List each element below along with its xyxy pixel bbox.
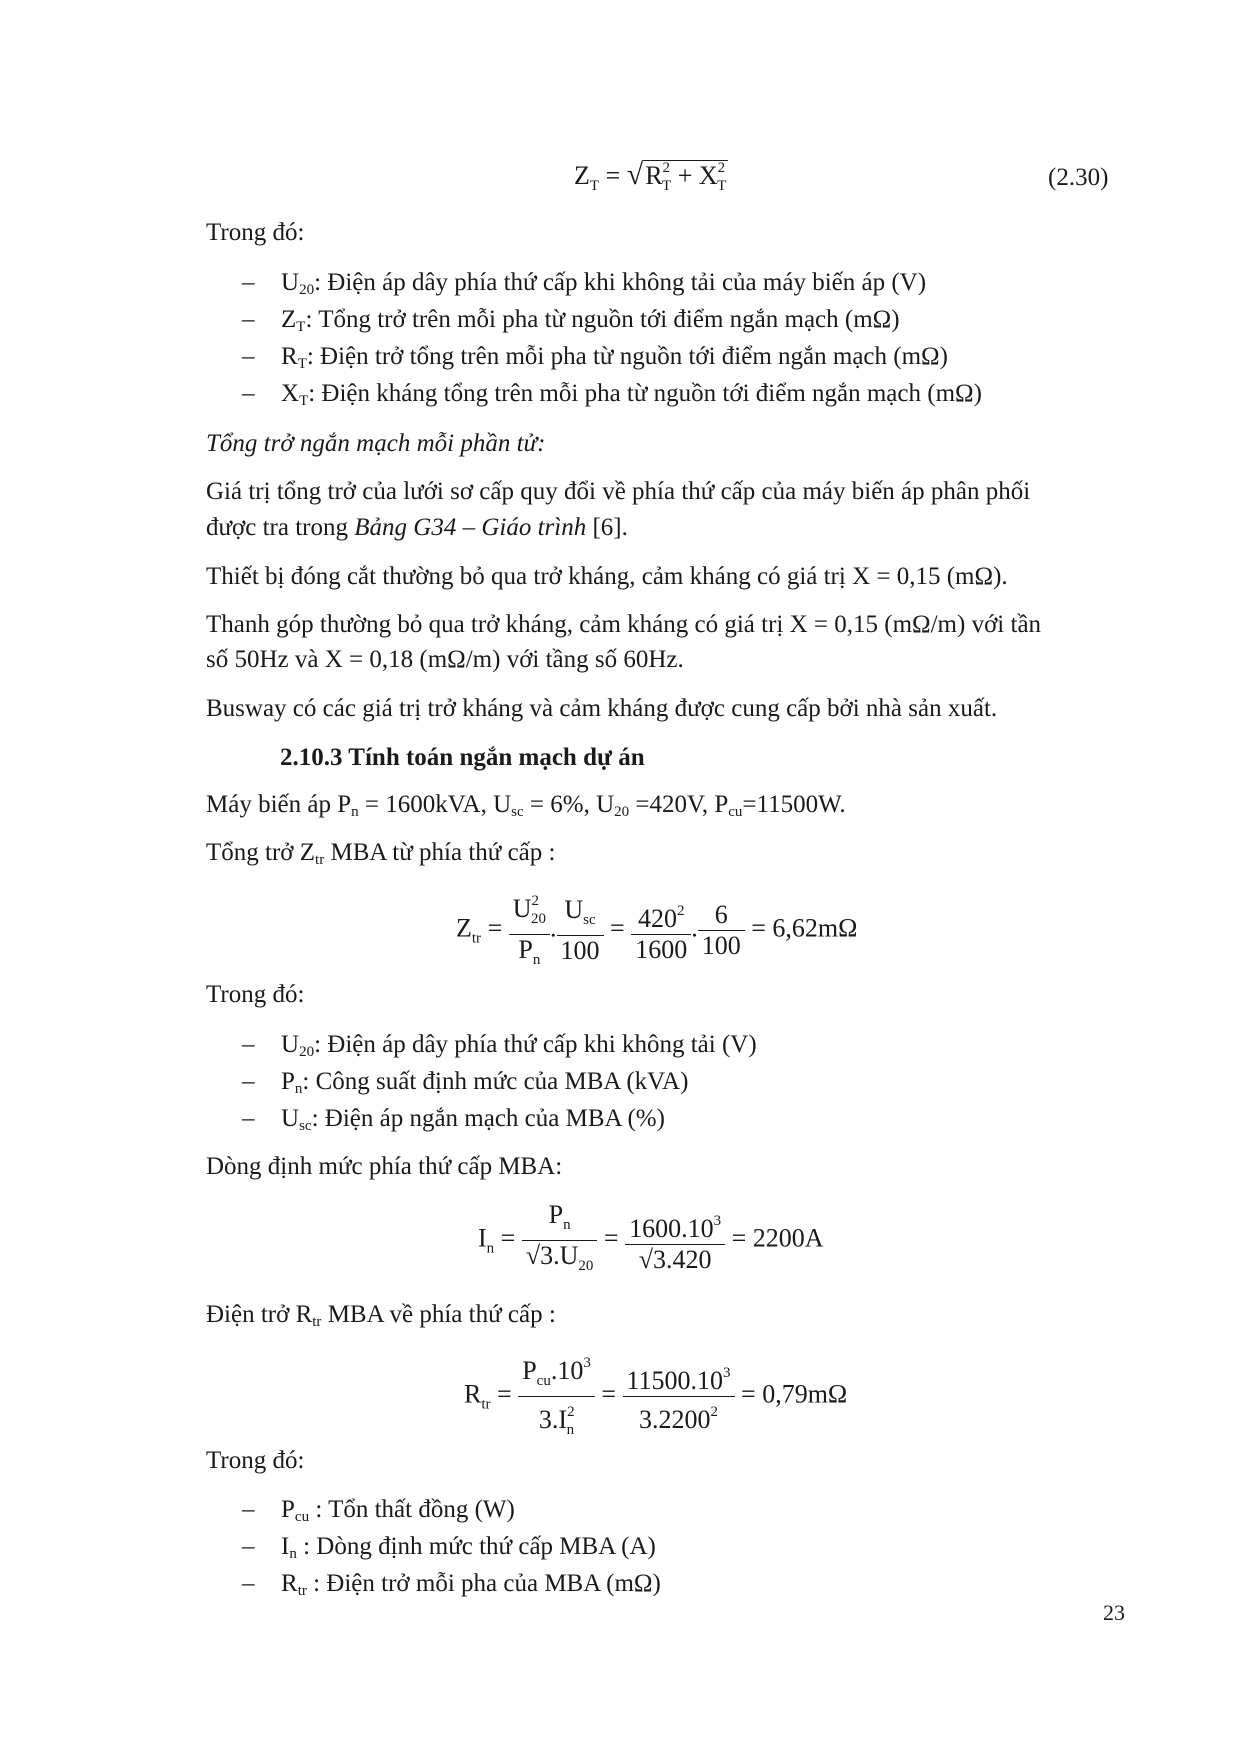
fraction: $\frac{6}{100}$ [698,900,745,961]
list-item: $P_n$: Công suất định mức của MBA (kVA) [281,1068,689,1097]
list-dash: – [242,380,255,407]
fraction: $\frac{11500.10^3}{3.2200^2}$ [623,1358,735,1435]
trong-do-label: Trong đó: [206,981,305,1008]
list-dash: – [242,1105,255,1132]
trong-do-label: Trong đó: [206,219,305,246]
trong-do-label: Trong đó: [206,1447,305,1474]
paragraph-3-line-1: Thanh góp thường bỏ qua trở kháng, cảm kháng có giá trị X = 0,15 (mΩ/m) với tần [206,611,1042,638]
sqrt-symbol: √ [638,1245,653,1274]
fraction: $\frac{1600.10^3}{√3.420}$ [625,1206,725,1275]
list-item: $R_T$: Điện trở tổng trên mỗi pha từ nguồn tới điểm ngắn mạch (mΩ) [281,343,948,372]
paragraph-1-line-1: Giá trị tổng trở của lưới sơ cấp quy đổi về phía thứ cấp của máy biến áp phân phối [206,478,1031,505]
list-item: $U_{sc}$: Điện áp ngắn mạch của MBA (%) [281,1105,665,1134]
fraction: $\frac{P_n}{√3.U_{20}}$ [522,1200,598,1281]
paragraph-4: Busway có các giá trị trở kháng và cảm kháng được cung cấp bởi nhà sản xuất. [206,695,998,722]
sqrt-symbol: $√R^2_T + X^2_T$ [626,158,727,194]
list-item: $U_{20}$: Điện áp dây phía thứ cấp khi không tải (V) [281,1031,757,1060]
list-dash: – [242,269,255,296]
list-dash: – [242,1533,255,1560]
list-dash: – [242,343,255,370]
transformer-specs-line: Máy biến áp $P_n = 1600kVA$, $U_{sc} = 6\%$, $U_{20} =420V$, $P_{cu}=11500W$. [206,791,846,820]
subheading-italic: Tổng trở ngắn mạch mỗi phần tử: [206,430,546,457]
fraction: $\frac{P_{cu}.10^3}{3.I^2_n}$ [518,1348,595,1445]
formula-2-30: $Z_T = √R^2_T + X^2_T$ [574,158,727,194]
paragraph-2: Thiết bị đóng cắt thường bỏ qua trở kháng, cảm kháng có giá trị X = 0,15 (mΩ). [206,563,1008,590]
equation-number: (2.30) [1048,164,1109,191]
ztr-intro: Tổng trở $Z_{tr}$ MBA từ phía thứ cấp : [206,839,556,868]
formula-in: $I_n$ = $\frac{P_n}{√3.U_{20}}$ = $\frac{1600.10^3}{√3.420}$ = 2200A [478,1200,824,1281]
list-item: $I_n$ : Dòng định mức thứ cấp MBA (A) [281,1533,656,1562]
list-dash: – [242,306,255,333]
list-dash: – [242,1068,255,1095]
list-item: $Z_T$: Tổng trở trên mỗi pha từ nguồn tới điểm ngắn mạch (mΩ) [281,306,900,335]
fraction: $\frac{U_{sc}}{100}$ [557,895,604,966]
paragraph-1-line-2: được tra trong Bảng G34 – Giáo trình [6]. [206,514,628,541]
formula-ztr: $Z_{tr}$ = $\frac{U^2_{20}}{P_n}$ . $\frac{U_{sc}}{100}$ = $\frac{420^2}{1600}$ . $\frac{6}{100}$ = 6,62mΩ [456,886,857,975]
list-dash: – [242,1570,255,1597]
page-number: 23 [1103,1600,1125,1625]
section-heading: 2.10.3 Tính toán ngắn mạch dự án [280,744,645,771]
list-item: $P_{cu}$ : Tổn thất đồng (W) [281,1496,515,1525]
rtr-intro: Điện trở $R_{tr}$ MBA về phía thứ cấp : [206,1301,556,1330]
list-dash: – [242,1496,255,1523]
list-item: $X_T$: Điện kháng tổng trên mỗi pha từ nguồn tới điểm ngắn mạch (mΩ) [281,380,982,409]
list-item: $R_{tr}$ : Điện trở mỗi pha của MBA (mΩ) [281,1570,661,1599]
paragraph-3-line-2: số 50Hz và X = 0,18 (mΩ/m) với tầng số 60Hz. [206,646,684,673]
list-dash: – [242,1031,255,1058]
fraction: $\frac{U^2_{20}}{P_n}$ [509,886,550,975]
formula-rtr: $R_{tr}$ = $\frac{P_{cu}.10^3}{3.I^2_n}$ = $\frac{11500.10^3}{3.2200^2}$ = 0,79mΩ [464,1348,847,1445]
in-intro: Dòng định mức phía thứ cấp MBA: [206,1153,563,1180]
list-item: $U_{20}$: Điện áp dây phía thứ cấp khi không tải của máy biến áp (V) [281,269,927,298]
sqrt-symbol: √ [525,1241,541,1270]
fraction: $\frac{420^2}{1600}$ [631,896,691,965]
